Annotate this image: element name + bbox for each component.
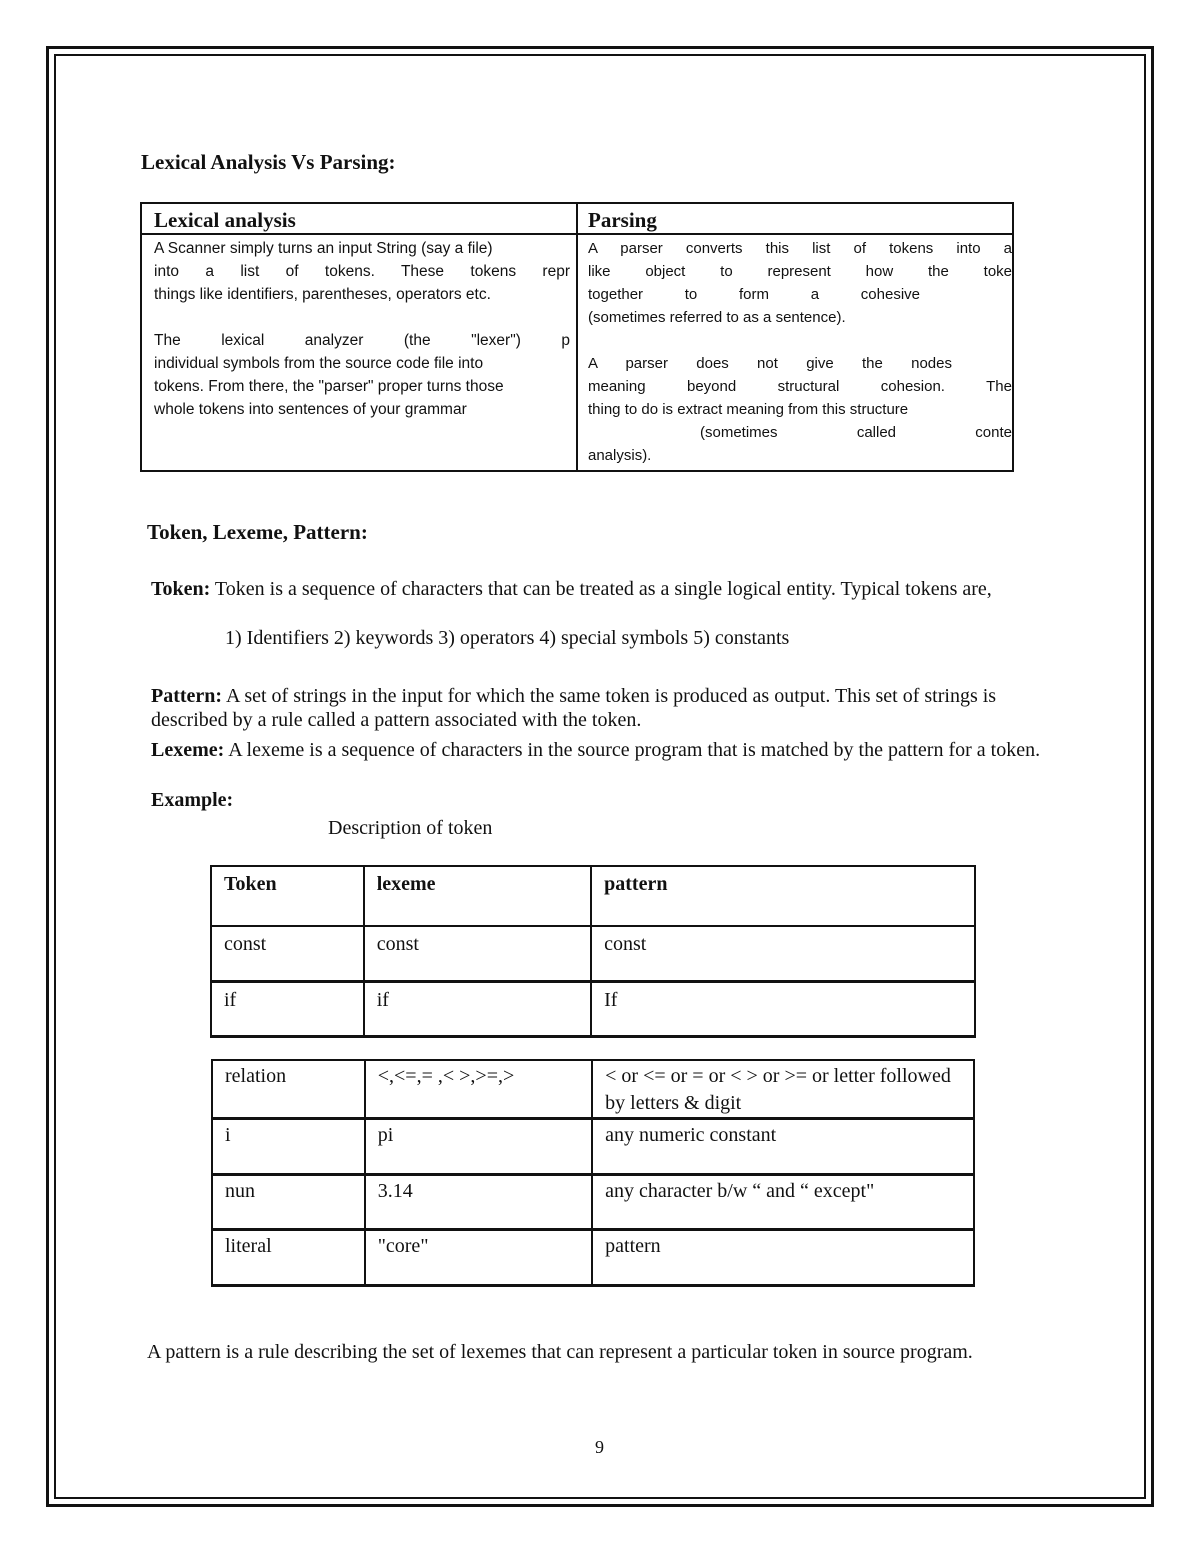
cell-lexeme: 3.14 xyxy=(365,1175,592,1230)
table-row xyxy=(211,926,975,981)
closing-paragraph: A pattern is a rule describing the set of lexemes that can represent a particular token in source program. xyxy=(147,1341,973,1363)
cell-token: const xyxy=(211,926,364,981)
cell-token: relation xyxy=(212,1060,365,1119)
token-definition xyxy=(151,577,1051,601)
comparison-left-line: tokens. From there, the "parser" proper turns those xyxy=(154,378,504,395)
comparison-right-line: (sometimes called conte xyxy=(700,424,1012,441)
comparison-table xyxy=(140,202,1014,472)
table-row xyxy=(211,981,975,1036)
cell-token: if xyxy=(211,981,364,1036)
cell-lexeme: pi xyxy=(365,1119,592,1175)
cell-token: i xyxy=(212,1119,365,1175)
cell-pattern: any numeric constant xyxy=(592,1119,974,1175)
comparison-right-line: like object to represent how the toke xyxy=(588,263,1012,280)
cell-pattern: < or <= or = or < > or >= or letter followed by letters & digit xyxy=(592,1060,974,1119)
comparison-left-line xyxy=(154,306,570,329)
comparison-left-header: Lexical analysis xyxy=(154,208,296,232)
cell-lexeme: if xyxy=(364,981,591,1036)
comparison-left-line: A Scanner simply turns an input String (say a file) xyxy=(154,240,493,257)
comparison-right-line: A parser does not give the nodes xyxy=(588,355,952,372)
token-label: Token: xyxy=(151,578,211,600)
comparison-left-line: whole tokens into sentences of your grammar xyxy=(154,401,467,418)
table-header-row xyxy=(211,866,975,926)
section-title-token-lexeme-pattern: Token, Lexeme, Pattern: xyxy=(147,520,368,544)
comparison-right-cell xyxy=(588,237,1012,467)
comparison-left-cell xyxy=(154,237,570,421)
pattern-text: A set of strings in the input for which the same token is produced as output. This set of strings is described by a rule called a pattern associated with the token. xyxy=(151,685,997,731)
cell-lexeme: const xyxy=(364,926,591,981)
comparison-header-rule xyxy=(142,233,1012,235)
table-row xyxy=(212,1119,974,1175)
cell-pattern: any character b/w “ and “ except" xyxy=(592,1175,974,1230)
comparison-left-line: The lexical analyzer (the "lexer") p xyxy=(154,332,570,349)
header-pattern: pattern xyxy=(591,866,975,926)
table-row xyxy=(212,1175,974,1230)
lexeme-text: A lexeme is a sequence of characters in the source program that is matched by the pattern for a token. xyxy=(224,739,1041,761)
comparison-right-header: Parsing xyxy=(588,208,657,232)
comparison-right-line: A parser converts this list of tokens into a xyxy=(588,240,1012,257)
page-number: 9 xyxy=(595,1437,604,1457)
table-caption: Description of token xyxy=(328,817,493,839)
comparison-divider xyxy=(576,204,578,470)
comparison-right-line: thing to do is extract meaning from this structure xyxy=(588,401,909,418)
lexeme-definition xyxy=(151,738,1091,762)
cell-lexeme: "core" xyxy=(365,1230,592,1286)
header-lexeme: lexeme xyxy=(364,866,591,926)
comparison-right-line: analysis). xyxy=(588,447,652,464)
comparison-right-line: together to form a cohesive xyxy=(588,286,920,303)
cell-pattern: If xyxy=(591,981,975,1036)
cell-pattern: const xyxy=(591,926,975,981)
pattern-definition xyxy=(151,684,1071,732)
comparison-left-line: into a list of tokens. These tokens repr xyxy=(154,263,570,280)
pattern-label: Pattern: xyxy=(151,685,223,707)
comparison-right-line xyxy=(588,329,1012,352)
cell-token: nun xyxy=(212,1175,365,1230)
token-text: Token is a sequence of characters that can be treated as a single logical entity. Typical tokens are, xyxy=(210,578,992,600)
token-list: 1) Identifiers 2) keywords 3) operators 4) special symbols 5) constants xyxy=(225,627,790,649)
example-label: Example: xyxy=(151,789,234,811)
lexeme-label: Lexeme: xyxy=(151,739,225,761)
section-title-lexical-vs-parsing: Lexical Analysis Vs Parsing: xyxy=(141,150,396,174)
comparison-left-line: individual symbols from the source code file into xyxy=(154,355,484,372)
cell-token: literal xyxy=(212,1230,365,1286)
comparison-right-line: (sometimes referred to as a sentence). xyxy=(588,309,846,326)
comparison-right-line: meaning beyond structural cohesion. The xyxy=(588,378,1012,395)
cell-lexeme: <,<=,= ,< >,>=,> xyxy=(365,1060,592,1119)
token-table-bottom xyxy=(211,1059,975,1287)
header-token: Token xyxy=(211,866,364,926)
table-row xyxy=(212,1060,974,1119)
table-row xyxy=(212,1230,974,1286)
comparison-left-line: things like identifiers, parentheses, operators etc. xyxy=(154,286,491,303)
cell-pattern: pattern xyxy=(592,1230,974,1286)
token-table-top xyxy=(210,865,976,1038)
